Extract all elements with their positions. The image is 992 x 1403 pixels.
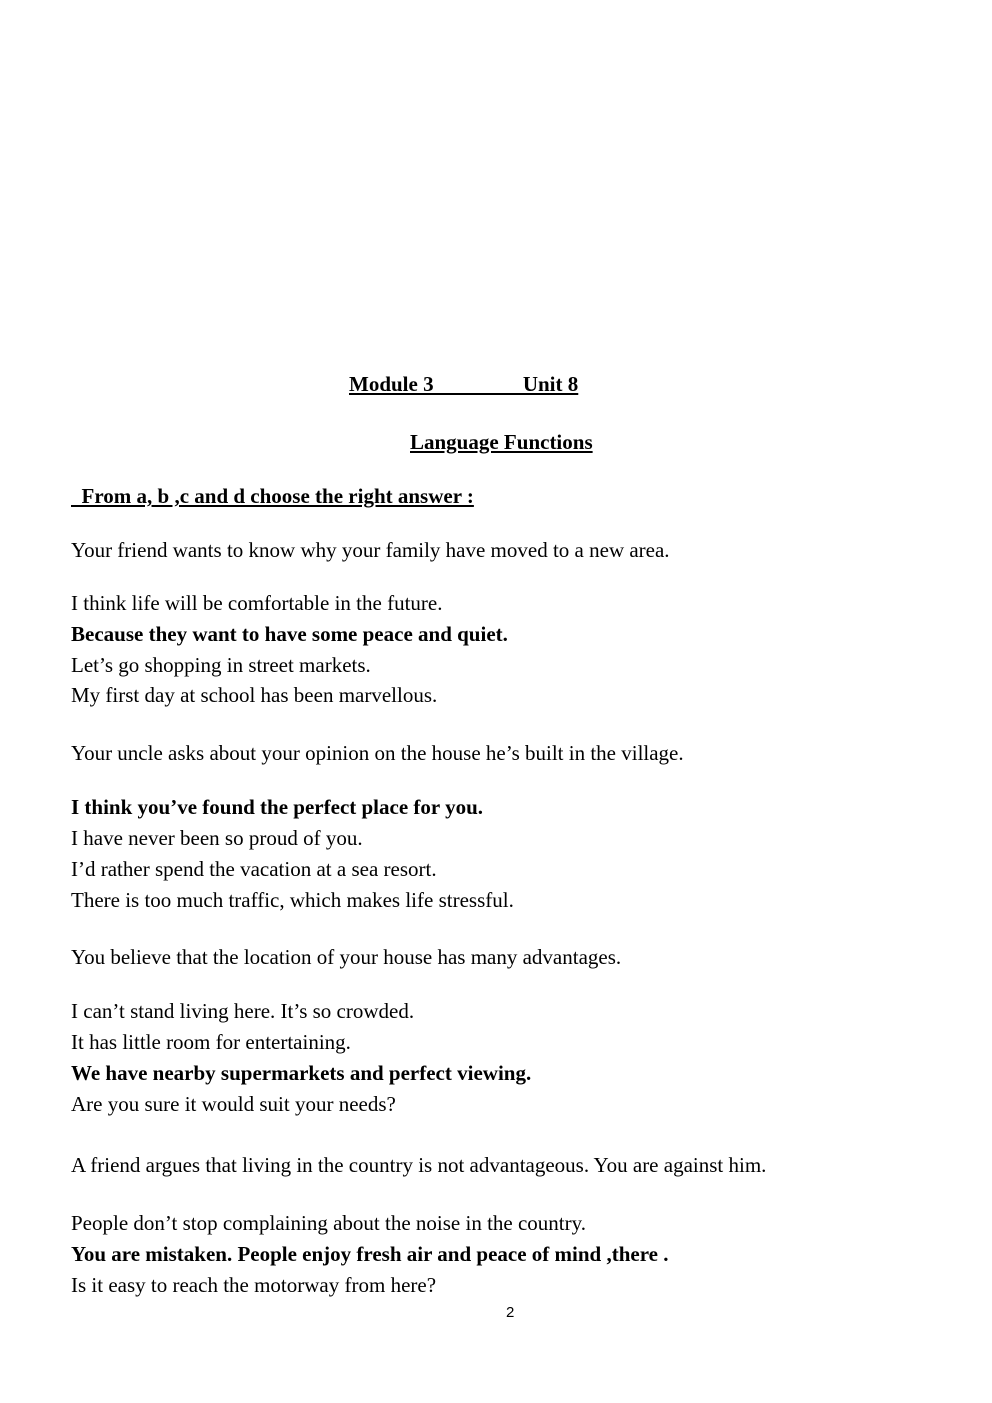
question-4-option-c: Is it easy to reach the motorway from here? <box>71 1273 437 1297</box>
section-title: Language Functions <box>410 430 593 454</box>
instruction: From a, b ,c and d choose the right answer : <box>71 484 474 508</box>
question-2-prompt: Your uncle asks about your opinion on the house he’s built in the village. <box>71 741 684 765</box>
question-2-option-a: I think you’ve found the perfect place for you. <box>71 795 484 819</box>
page-number: 2 <box>506 1304 515 1321</box>
question-4-option-a: People don’t stop complaining about the noise in the country. <box>71 1211 587 1235</box>
module-unit-heading: Module 3 Unit 8 <box>349 372 579 396</box>
question-2-option-c: I’d rather spend the vacation at a sea resort. <box>71 857 437 881</box>
question-3-option-b: It has little room for entertaining. <box>71 1030 351 1054</box>
question-3-prompt: You believe that the location of your house has many advantages. <box>71 945 622 969</box>
question-1-option-b: Because they want to have some peace and quiet. <box>71 622 508 646</box>
question-2-option-d: There is too much traffic, which makes life stressful. <box>71 888 514 912</box>
question-4-option-b: You are mistaken. People enjoy fresh air and peace of mind ,there . <box>71 1242 669 1266</box>
question-1-option-c: Let’s go shopping in street markets. <box>71 653 371 677</box>
question-3-option-c: We have nearby supermarkets and perfect viewing. <box>71 1061 532 1085</box>
question-1-option-d: My first day at school has been marvellous. <box>71 683 438 707</box>
question-2-option-b: I have never been so proud of you. <box>71 826 363 850</box>
question-4-prompt: A friend argues that living in the country is not advantageous. You are against him. <box>71 1153 767 1177</box>
question-3-option-a: I can’t stand living here. It’s so crowded. <box>71 999 415 1023</box>
question-1-prompt: Your friend wants to know why your family have moved to a new area. <box>71 538 670 562</box>
question-3-option-d: Are you sure it would suit your needs? <box>71 1092 396 1116</box>
question-1-option-a: I think life will be comfortable in the future. <box>71 591 443 615</box>
